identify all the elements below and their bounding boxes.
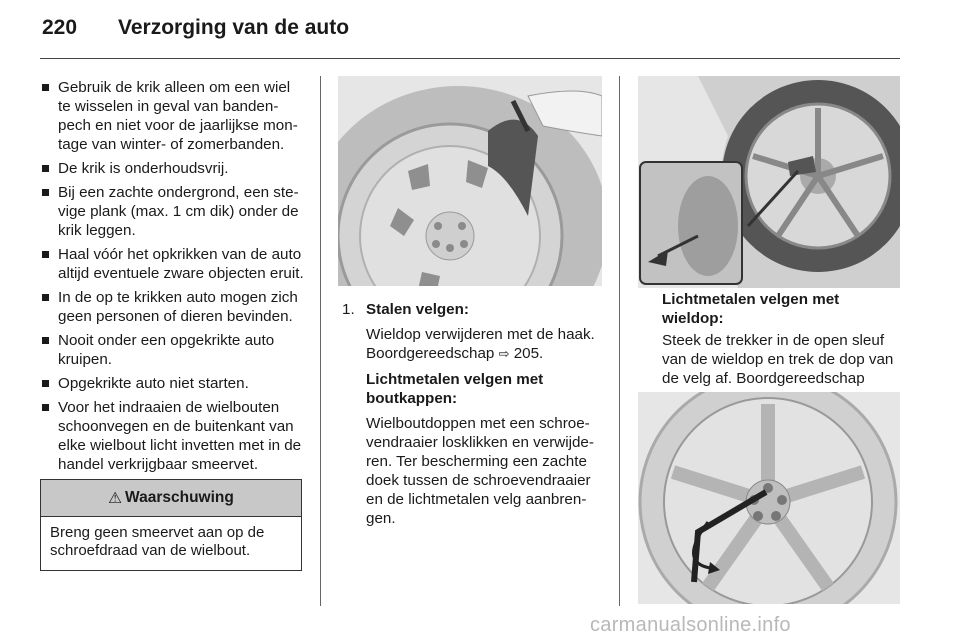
reference-arrow-icon: ⇨	[498, 347, 510, 362]
list-item: Voor het indraaien de wielbouten schoonvegen en de buitenkant van elke wielbout licht invetten met in de handel verkrijgbaar smeervet.	[40, 398, 304, 474]
watermark: carmanualsonline.info	[590, 614, 791, 636]
column-1	[40, 78, 304, 479]
step-number: 1.	[342, 301, 355, 318]
list-item: Gebruik de krik alleen om een wiel te wisselen in geval van bandenpech en niet voor de jaarlijkse montage van winter- of zomerbanden.	[40, 78, 304, 154]
alloy-bolt-cap-illustration	[638, 392, 900, 604]
warning-icon: ⚠	[108, 489, 123, 507]
steel-rims-paragraph: Wieldop verwijderen met de haak. Boordgereedschap ⇨ 205.	[366, 326, 595, 362]
figure-alloy-cover-puller	[638, 76, 900, 288]
header-rule	[40, 58, 900, 59]
figure-wheel-cover-hook	[338, 76, 602, 286]
list-item: De krik is onderhoudsvrij.	[40, 159, 304, 178]
column-divider	[320, 76, 321, 606]
list-item: Haal vóór het opkrikken van de auto altijd eventuele zware objecten eruit.	[40, 245, 304, 283]
alloy-cover-illustration	[638, 76, 900, 288]
safety-list	[40, 78, 304, 474]
steel-rims-heading: Stalen velgen:	[366, 301, 469, 318]
column-divider	[619, 76, 620, 606]
warning-box	[40, 479, 302, 571]
wheel-cover-illustration	[338, 76, 602, 286]
page-number: 220	[42, 16, 78, 39]
list-item: Nooit onder een opgekrikte auto kruipen.	[40, 331, 304, 369]
list-item: Opgekrikte auto niet starten.	[40, 374, 304, 393]
alloy-cover-paragraph: Steek de trekker in de open sleuf van de wieldop en trek de dop van de velg af. Boordgereedschap	[662, 331, 904, 408]
page-header	[42, 16, 349, 40]
figure-alloy-bolt-caps	[638, 392, 900, 604]
alloy-caps-heading: Lichtmetalen velgen met boutkappen:	[366, 371, 544, 407]
alloy-cover-heading: Lichtmetalen velgen met wieldop:	[662, 291, 840, 327]
warning-header	[41, 480, 301, 517]
page-title: Verzorging van de auto	[118, 16, 350, 39]
warning-body: Breng geen smeervet aan op de schroefdraad van de wielbout.	[50, 524, 265, 559]
warning-title: Waarschuwing	[125, 489, 234, 506]
alloy-caps-paragraph: Wielboutdoppen met een schroevendraaier losklikken en verwijderen. Ter bescherming een zachte doek tussen de schroevendraaier en de lichtmetalen velg aanbrengen.	[366, 415, 594, 527]
list-item: In de op te krikken auto mogen zich geen personen of dieren bevinden.	[40, 288, 304, 326]
list-item: Bij een zachte ondergrond, een stevige plank (max. 1 cm dik) onder de krik leggen.	[40, 183, 304, 240]
column-2	[342, 300, 604, 534]
